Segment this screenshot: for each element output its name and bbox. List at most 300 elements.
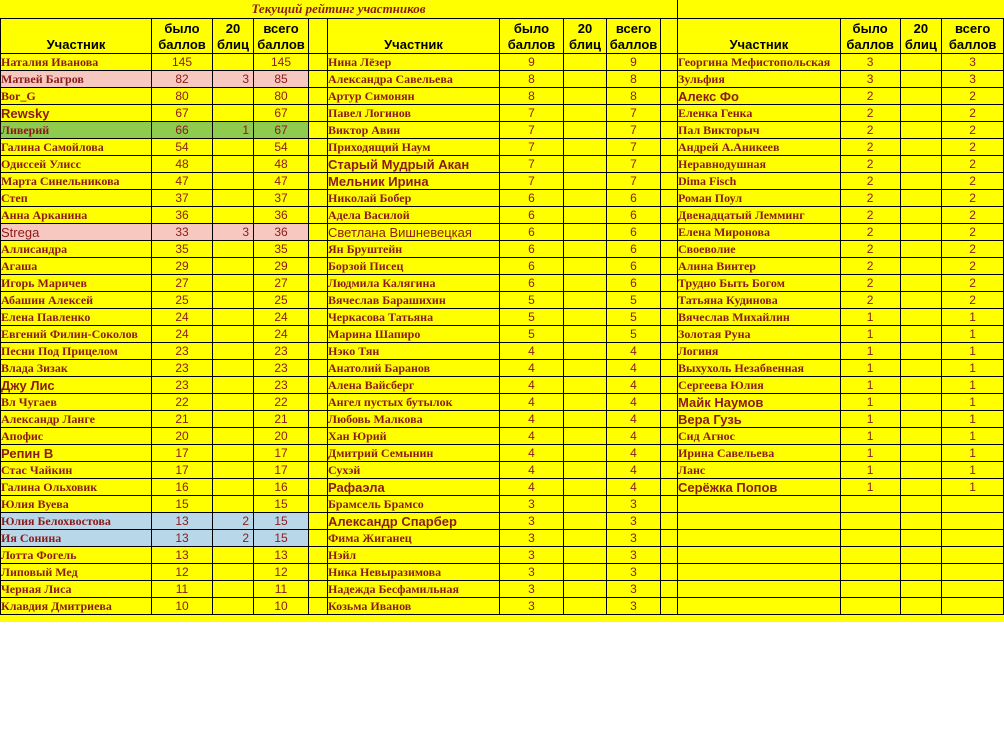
gap-cell xyxy=(309,258,328,275)
gap-cell xyxy=(661,496,678,513)
was-points: 2 xyxy=(840,139,900,156)
gap-cell xyxy=(309,224,328,241)
table-row xyxy=(1,156,328,173)
participant-name xyxy=(678,581,841,598)
total-points: 36 xyxy=(254,207,309,224)
total-points: 54 xyxy=(254,139,309,156)
participant-name: Bor_G xyxy=(1,88,152,105)
gap-cell xyxy=(309,598,328,615)
was-points: 47 xyxy=(152,173,213,190)
blitz-points xyxy=(900,547,942,564)
total-points: 1 xyxy=(942,360,1004,377)
table-row xyxy=(328,54,678,71)
was-points: 3 xyxy=(500,581,564,598)
total-points: 2 xyxy=(942,88,1004,105)
table-row xyxy=(1,411,328,428)
was-points: 66 xyxy=(152,122,213,139)
table-row xyxy=(678,547,1004,564)
was-points: 7 xyxy=(500,105,564,122)
total-points: 7 xyxy=(607,139,661,156)
blitz-points xyxy=(900,156,942,173)
gap-cell xyxy=(309,71,328,88)
blitz-points xyxy=(213,598,254,615)
blitz-points xyxy=(564,547,607,564)
participant-name: Дмитрий Семынин xyxy=(328,445,500,462)
was-points: 1 xyxy=(840,343,900,360)
total-points: 67 xyxy=(254,105,309,122)
gap-cell xyxy=(309,547,328,564)
blitz-points xyxy=(564,292,607,309)
total-points: 8 xyxy=(607,88,661,105)
blitz-points xyxy=(900,275,942,292)
total-points: 13 xyxy=(254,547,309,564)
gap-cell xyxy=(309,173,328,190)
was-points: 4 xyxy=(500,428,564,445)
was-points xyxy=(840,581,900,598)
participant-name: Мельник Ирина xyxy=(328,173,500,190)
total-points: 2 xyxy=(942,241,1004,258)
was-points: 1 xyxy=(840,479,900,496)
blitz-points xyxy=(213,241,254,258)
gap-cell xyxy=(661,581,678,598)
blitz-points xyxy=(900,105,942,122)
table-row xyxy=(1,360,328,377)
table-row xyxy=(328,156,678,173)
participant-name: Галина Ольховик xyxy=(1,479,152,496)
table-row xyxy=(328,496,678,513)
gap-cell xyxy=(661,292,678,309)
total-points: 7 xyxy=(607,122,661,139)
blitz-points xyxy=(900,598,942,615)
gap-cell xyxy=(309,139,328,156)
total-points xyxy=(942,530,1004,547)
was-points: 1 xyxy=(840,360,900,377)
blitz-points xyxy=(564,564,607,581)
was-points xyxy=(840,513,900,530)
table-row xyxy=(678,54,1004,71)
was-points: 24 xyxy=(152,326,213,343)
header-row xyxy=(328,19,678,54)
was-points xyxy=(840,598,900,615)
participant-name xyxy=(678,598,841,615)
table-row xyxy=(678,581,1004,598)
header-participant: Участник xyxy=(678,19,841,54)
participant-name: Песни Под Прицелом xyxy=(1,343,152,360)
table-row xyxy=(1,428,328,445)
title-row xyxy=(0,0,677,19)
participant-name: Елена Павленко xyxy=(1,309,152,326)
total-points: 5 xyxy=(607,309,661,326)
blitz-points xyxy=(564,377,607,394)
participant-name: Агаша xyxy=(1,258,152,275)
rating-table-1 xyxy=(0,18,328,615)
participant-name: Людмила Калягина xyxy=(328,275,500,292)
table-row xyxy=(1,139,328,156)
blitz-points xyxy=(900,258,942,275)
gap-cell xyxy=(309,377,328,394)
gap-cell xyxy=(661,207,678,224)
participant-name: Адела Василой xyxy=(328,207,500,224)
participant-name: Артур Симонян xyxy=(328,88,500,105)
gap-cell xyxy=(661,547,678,564)
blitz-points xyxy=(900,241,942,258)
blitz-points xyxy=(213,156,254,173)
total-points: 2 xyxy=(942,173,1004,190)
table-row xyxy=(678,377,1004,394)
gap-cell xyxy=(661,71,678,88)
blitz-points xyxy=(900,479,942,496)
table-row xyxy=(328,292,678,309)
was-points: 3 xyxy=(500,598,564,615)
blitz-points xyxy=(564,479,607,496)
gap-cell xyxy=(661,54,678,71)
participant-name: Павел Логинов xyxy=(328,105,500,122)
table-row xyxy=(328,88,678,105)
gap-cell xyxy=(661,173,678,190)
total-points: 6 xyxy=(607,207,661,224)
table-row xyxy=(1,275,328,292)
participant-name: Старый Мудрый Акан xyxy=(328,156,500,173)
gap-cell xyxy=(661,19,678,54)
table-row xyxy=(678,564,1004,581)
table-row xyxy=(328,581,678,598)
table-row xyxy=(1,445,328,462)
total-points: 3 xyxy=(607,581,661,598)
blitz-points xyxy=(564,275,607,292)
total-points: 4 xyxy=(607,394,661,411)
table-row xyxy=(678,88,1004,105)
total-points: 24 xyxy=(254,309,309,326)
was-points: 48 xyxy=(152,156,213,173)
participant-name: Еленка Генка xyxy=(678,105,841,122)
total-points: 1 xyxy=(942,343,1004,360)
was-points xyxy=(840,496,900,513)
table-row xyxy=(1,581,328,598)
blitz-points xyxy=(900,462,942,479)
was-points: 80 xyxy=(152,88,213,105)
participant-name: Брамсель Брамсо xyxy=(328,496,500,513)
participant-name: Абашин Алексей xyxy=(1,292,152,309)
blitz-points xyxy=(564,326,607,343)
gap-cell xyxy=(661,275,678,292)
blitz-points xyxy=(564,394,607,411)
was-points: 7 xyxy=(500,156,564,173)
total-points: 2 xyxy=(942,105,1004,122)
was-points: 2 xyxy=(840,173,900,190)
gap-cell xyxy=(309,326,328,343)
blitz-points: 1 xyxy=(213,122,254,139)
blitz-points xyxy=(564,190,607,207)
was-points: 37 xyxy=(152,190,213,207)
table-row xyxy=(678,275,1004,292)
was-points: 5 xyxy=(500,326,564,343)
header-was-points: было баллов xyxy=(500,19,564,54)
total-points: 2 xyxy=(942,224,1004,241)
blitz-points xyxy=(564,156,607,173)
participant-name: Марина Шапиро xyxy=(328,326,500,343)
was-points: 24 xyxy=(152,309,213,326)
total-points: 22 xyxy=(254,394,309,411)
gap-cell xyxy=(661,156,678,173)
was-points: 6 xyxy=(500,207,564,224)
total-points: 1 xyxy=(942,326,1004,343)
was-points: 1 xyxy=(840,309,900,326)
was-points: 1 xyxy=(840,462,900,479)
total-points: 6 xyxy=(607,190,661,207)
table-row xyxy=(678,122,1004,139)
was-points: 7 xyxy=(500,139,564,156)
blitz-points xyxy=(213,275,254,292)
participant-name xyxy=(678,530,841,547)
total-points: 48 xyxy=(254,156,309,173)
was-points: 36 xyxy=(152,207,213,224)
was-points: 17 xyxy=(152,445,213,462)
was-points: 20 xyxy=(152,428,213,445)
gap-cell xyxy=(309,564,328,581)
blitz-points xyxy=(900,88,942,105)
gap-cell xyxy=(309,292,328,309)
was-points: 17 xyxy=(152,462,213,479)
header-participant: Участник xyxy=(1,19,152,54)
was-points: 3 xyxy=(500,564,564,581)
gap-cell xyxy=(309,190,328,207)
was-points: 1 xyxy=(840,428,900,445)
gap-cell xyxy=(309,207,328,224)
was-points: 7 xyxy=(500,173,564,190)
was-points: 2 xyxy=(840,241,900,258)
blitz-points xyxy=(564,581,607,598)
total-points: 27 xyxy=(254,275,309,292)
blitz-points: 2 xyxy=(213,513,254,530)
total-points: 23 xyxy=(254,343,309,360)
table-row xyxy=(328,564,678,581)
gap-cell xyxy=(309,394,328,411)
table-row xyxy=(678,241,1004,258)
gap-cell xyxy=(661,394,678,411)
table-row xyxy=(678,173,1004,190)
was-points: 4 xyxy=(500,445,564,462)
participant-name: Своеволие xyxy=(678,241,841,258)
gap-cell xyxy=(661,513,678,530)
was-points: 1 xyxy=(840,377,900,394)
participant-name: Степ xyxy=(1,190,152,207)
total-points: 36 xyxy=(254,224,309,241)
total-points: 15 xyxy=(254,496,309,513)
table-row xyxy=(678,445,1004,462)
total-points: 2 xyxy=(942,156,1004,173)
total-points: 23 xyxy=(254,360,309,377)
table-row xyxy=(1,292,328,309)
was-points: 15 xyxy=(152,496,213,513)
blitz-points xyxy=(900,139,942,156)
table-row xyxy=(328,598,678,615)
blitz-points xyxy=(213,411,254,428)
blitz-points xyxy=(564,122,607,139)
total-points: 6 xyxy=(607,275,661,292)
blitz-points xyxy=(900,394,942,411)
blitz-points xyxy=(564,105,607,122)
was-points: 1 xyxy=(840,445,900,462)
gap-cell xyxy=(661,598,678,615)
was-points: 3 xyxy=(500,496,564,513)
blitz-points xyxy=(213,428,254,445)
table-row xyxy=(328,513,678,530)
total-points: 2 xyxy=(942,190,1004,207)
gap-cell xyxy=(661,241,678,258)
table-row xyxy=(678,156,1004,173)
table-row xyxy=(1,598,328,615)
rating-table-3 xyxy=(677,18,1004,615)
was-points: 3 xyxy=(840,71,900,88)
gap-cell xyxy=(661,343,678,360)
was-points: 2 xyxy=(840,190,900,207)
table-row xyxy=(678,309,1004,326)
blitz-points: 3 xyxy=(213,224,254,241)
total-points: 1 xyxy=(942,428,1004,445)
blitz-points xyxy=(213,581,254,598)
table-row xyxy=(328,139,678,156)
table-row xyxy=(1,377,328,394)
blitz-points xyxy=(900,326,942,343)
participant-name: Rewsky xyxy=(1,105,152,122)
table-row xyxy=(328,343,678,360)
total-points: 3 xyxy=(607,496,661,513)
sheet-title: Текущий рейтинг участников xyxy=(251,1,426,16)
participant-name: Виктор Авин xyxy=(328,122,500,139)
table-row xyxy=(678,496,1004,513)
was-points: 2 xyxy=(840,122,900,139)
blitz-points xyxy=(213,105,254,122)
table-row xyxy=(328,309,678,326)
participant-name: Роман Поул xyxy=(678,190,841,207)
blitz-points: 2 xyxy=(213,530,254,547)
participant-name: Серёжка Попов xyxy=(678,479,841,496)
participant-name: Марта Синельникова xyxy=(1,173,152,190)
total-points: 47 xyxy=(254,173,309,190)
blitz-points xyxy=(213,564,254,581)
blitz-points xyxy=(900,428,942,445)
participant-name: Репин В xyxy=(1,445,152,462)
was-points: 4 xyxy=(500,377,564,394)
participant-name: Одиссей Улисс xyxy=(1,156,152,173)
participant-name: Двенадцатый Лемминг xyxy=(678,207,841,224)
total-points: 7 xyxy=(607,105,661,122)
total-points: 1 xyxy=(942,411,1004,428)
participant-name: Галина Самойлова xyxy=(1,139,152,156)
participant-name: Александра Савельева xyxy=(328,71,500,88)
table-row xyxy=(1,564,328,581)
table-row xyxy=(1,207,328,224)
total-points xyxy=(942,581,1004,598)
was-points: 35 xyxy=(152,241,213,258)
table-row xyxy=(678,258,1004,275)
table-row xyxy=(678,530,1004,547)
blitz-points xyxy=(213,173,254,190)
participant-name: Анна Арканина xyxy=(1,207,152,224)
blitz-points xyxy=(564,462,607,479)
header-row xyxy=(678,19,1004,54)
table-row xyxy=(328,462,678,479)
table-row xyxy=(678,326,1004,343)
participant-name: Фима Жиганец xyxy=(328,530,500,547)
participant-name: Елена Миронова xyxy=(678,224,841,241)
blitz-points xyxy=(900,207,942,224)
was-points: 25 xyxy=(152,292,213,309)
gap-cell xyxy=(309,513,328,530)
was-points: 16 xyxy=(152,479,213,496)
total-points: 23 xyxy=(254,377,309,394)
participant-name: Вячеслав Михайлин xyxy=(678,309,841,326)
blitz-points xyxy=(900,360,942,377)
total-points xyxy=(942,513,1004,530)
total-points: 25 xyxy=(254,292,309,309)
table-row xyxy=(678,71,1004,88)
blitz-points xyxy=(213,479,254,496)
blitz-points xyxy=(213,394,254,411)
table-row xyxy=(1,71,328,88)
blitz-points xyxy=(900,54,942,71)
total-points: 4 xyxy=(607,462,661,479)
participant-name: Аллисандра xyxy=(1,241,152,258)
gap-cell xyxy=(309,275,328,292)
participant-name: Черная Лиса xyxy=(1,581,152,598)
total-points: 5 xyxy=(607,292,661,309)
participant-name: Игорь Маричев xyxy=(1,275,152,292)
participant-name: Александр Спарбер xyxy=(328,513,500,530)
blitz-points xyxy=(900,496,942,513)
was-points: 7 xyxy=(500,122,564,139)
blitz-points xyxy=(213,292,254,309)
table-row xyxy=(328,105,678,122)
total-points xyxy=(942,547,1004,564)
was-points: 10 xyxy=(152,598,213,615)
was-points: 2 xyxy=(840,105,900,122)
total-points: 9 xyxy=(607,54,661,71)
gap-cell xyxy=(309,241,328,258)
participant-name: Николай Бобер xyxy=(328,190,500,207)
was-points: 23 xyxy=(152,360,213,377)
table-row xyxy=(678,462,1004,479)
rating-block-1 xyxy=(0,18,328,615)
gap-cell xyxy=(661,530,678,547)
participant-name: Ника Невыразимова xyxy=(328,564,500,581)
total-points xyxy=(942,496,1004,513)
blitz-points xyxy=(213,258,254,275)
total-points: 2 xyxy=(942,275,1004,292)
total-points: 3 xyxy=(607,598,661,615)
was-points: 3 xyxy=(840,54,900,71)
participant-name: Татьяна Кудинова xyxy=(678,292,841,309)
was-points: 23 xyxy=(152,377,213,394)
table-row xyxy=(678,479,1004,496)
total-points: 4 xyxy=(607,343,661,360)
gap-cell xyxy=(309,428,328,445)
table-row xyxy=(1,173,328,190)
total-points: 4 xyxy=(607,377,661,394)
total-points: 29 xyxy=(254,258,309,275)
participant-name: Ян Бруштейн xyxy=(328,241,500,258)
total-points: 6 xyxy=(607,241,661,258)
total-points: 6 xyxy=(607,258,661,275)
participant-name: Анатолий Баранов xyxy=(328,360,500,377)
blitz-points xyxy=(900,71,942,88)
total-points: 80 xyxy=(254,88,309,105)
blitz-points xyxy=(564,71,607,88)
blitz-points xyxy=(213,88,254,105)
total-points: 3 xyxy=(607,547,661,564)
blitz-points xyxy=(213,190,254,207)
participant-name: Апофис xyxy=(1,428,152,445)
